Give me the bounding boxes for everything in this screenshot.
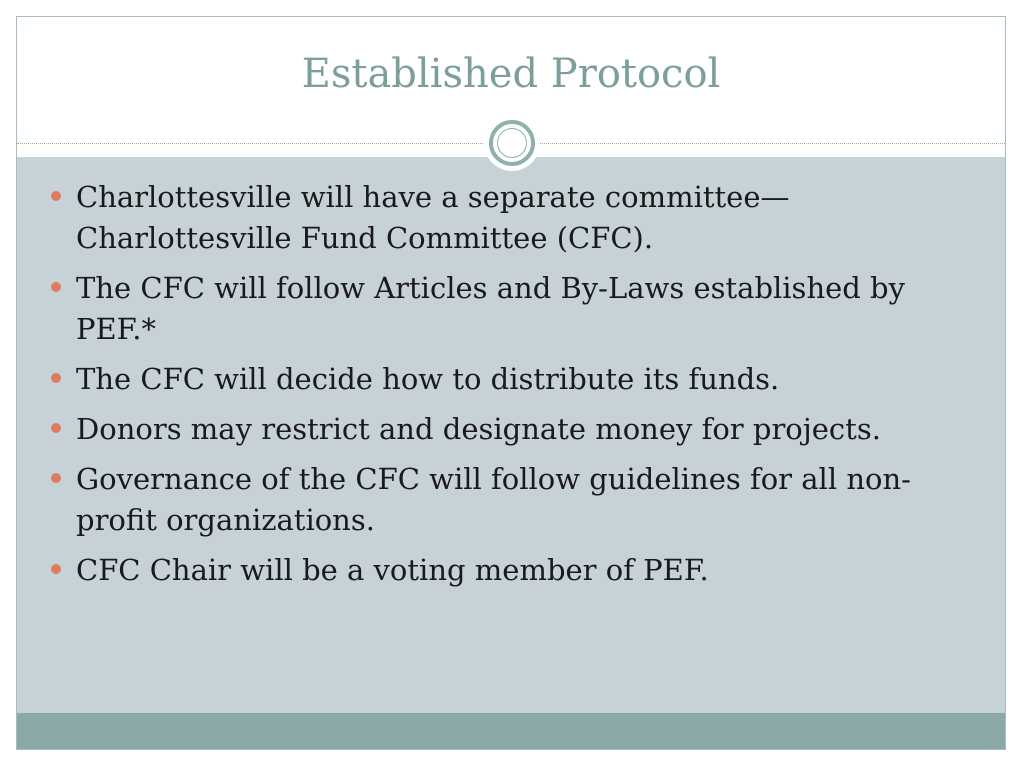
bullet-text: Donors may restrict and designate money for projects.: [76, 412, 881, 446]
bullet-item: [51, 177, 981, 259]
slide: [16, 16, 1006, 750]
bullet-text: Charlottesville will have a separate committee—Charlottesville Fund Committee (CFC).: [76, 180, 790, 255]
bullet-dot-icon: [51, 282, 61, 292]
bullet-item: [51, 359, 981, 400]
bullet-dot-icon: [51, 191, 61, 201]
bullet-item: [51, 459, 981, 541]
bullet-dot-icon: [51, 423, 61, 433]
bullet-dot-icon: [51, 564, 61, 574]
bullet-dot-icon: [51, 473, 61, 483]
footer-bar: [17, 713, 1005, 749]
bullet-text: The CFC will decide how to distribute its funds.: [76, 362, 780, 396]
bullet-list: [51, 177, 981, 600]
bullet-text: Governance of the CFC will follow guidelines for all non-profit organizations.: [76, 462, 911, 537]
bullet-dot-icon: [51, 373, 61, 383]
bullet-text: CFC Chair will be a voting member of PEF.: [76, 553, 709, 587]
slide-title: Established Protocol: [301, 51, 721, 97]
bullet-text: The CFC will follow Articles and By-Laws established by PEF.*: [76, 271, 906, 346]
divider-ornament-inner-ring: [497, 128, 527, 158]
bullet-item: [51, 268, 981, 350]
bullet-item: [51, 409, 981, 450]
bullet-item: [51, 550, 981, 591]
